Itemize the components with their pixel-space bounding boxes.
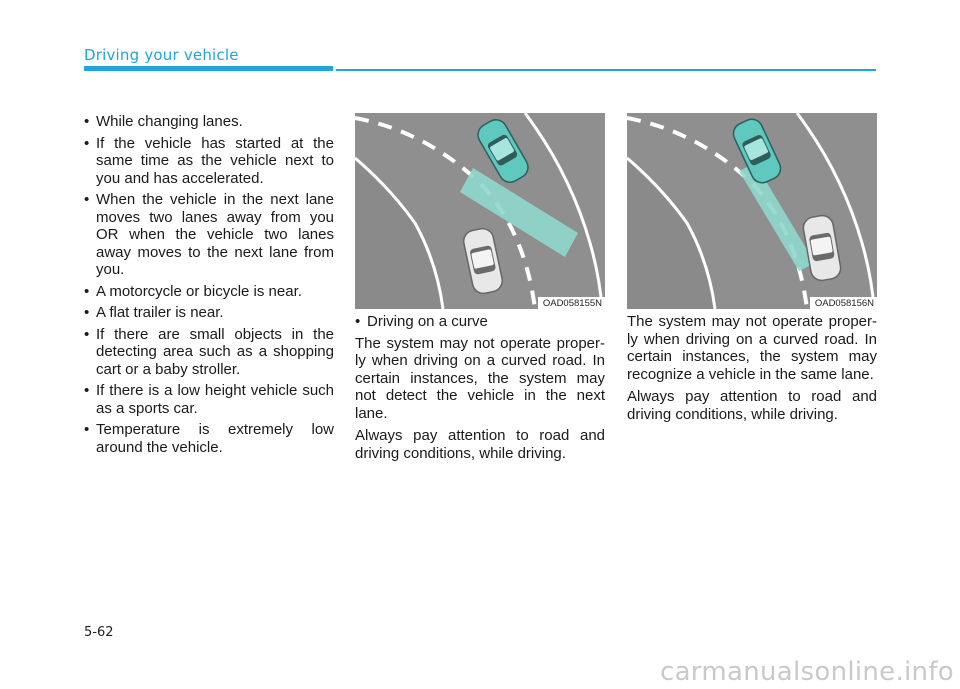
list-item: • If there are small objects in the detecting area such as a shopping cart or a baby stroller.	[84, 326, 334, 379]
list-item: • A motorcycle or bicycle is near.	[84, 283, 334, 301]
figure-code: OAD058155N	[538, 297, 605, 309]
list-item: • While changing lanes.	[84, 113, 334, 131]
paragraph: The system may not operate proper-ly when driving on a curved road. In certain instances, the system may recognize a vehicle in the same lane.	[627, 313, 877, 383]
paragraph: Always pay attention to road and driving conditions, while driving.	[355, 427, 605, 462]
list-item: • A flat trailer is near.	[84, 304, 334, 322]
curve-illustration-1	[355, 113, 605, 309]
column-middle	[355, 313, 605, 467]
column-right	[627, 313, 877, 428]
header-rule-thin	[336, 69, 876, 71]
column-left	[84, 113, 334, 460]
figure-curve-next-lane	[355, 113, 605, 309]
condition-list	[84, 113, 334, 456]
figure-code: OAD058156N	[810, 297, 877, 309]
list-item: • If there is a low height vehicle such as a sports car.	[84, 382, 334, 417]
header-rule-thick	[84, 66, 333, 71]
list-item: • If the vehicle has started at the same time as the vehicle next to you and has accelerated.	[84, 135, 334, 188]
header-title: Driving your vehicle	[84, 46, 239, 64]
curve-illustration-2	[627, 113, 877, 309]
curve-bullet-list	[355, 313, 605, 331]
watermark: carmanualsonline.info	[659, 657, 954, 687]
figure-curve-same-lane	[627, 113, 877, 309]
paragraph: Always pay attention to road and driving conditions, while driving.	[627, 388, 877, 423]
paragraph: The system may not operate proper-ly when driving on a curved road. In certain instances, the system may not detect the vehicle in the next lane.	[355, 334, 605, 422]
list-item: • Temperature is extremely low around the vehicle.	[84, 421, 334, 456]
page-number: 5-62	[84, 625, 114, 640]
list-item: • Driving on a curve	[355, 313, 605, 331]
list-item: • When the vehicle in the next lane moves two lanes away from you OR when the vehicle two lanes away moves to the next lane from you.	[84, 191, 334, 279]
